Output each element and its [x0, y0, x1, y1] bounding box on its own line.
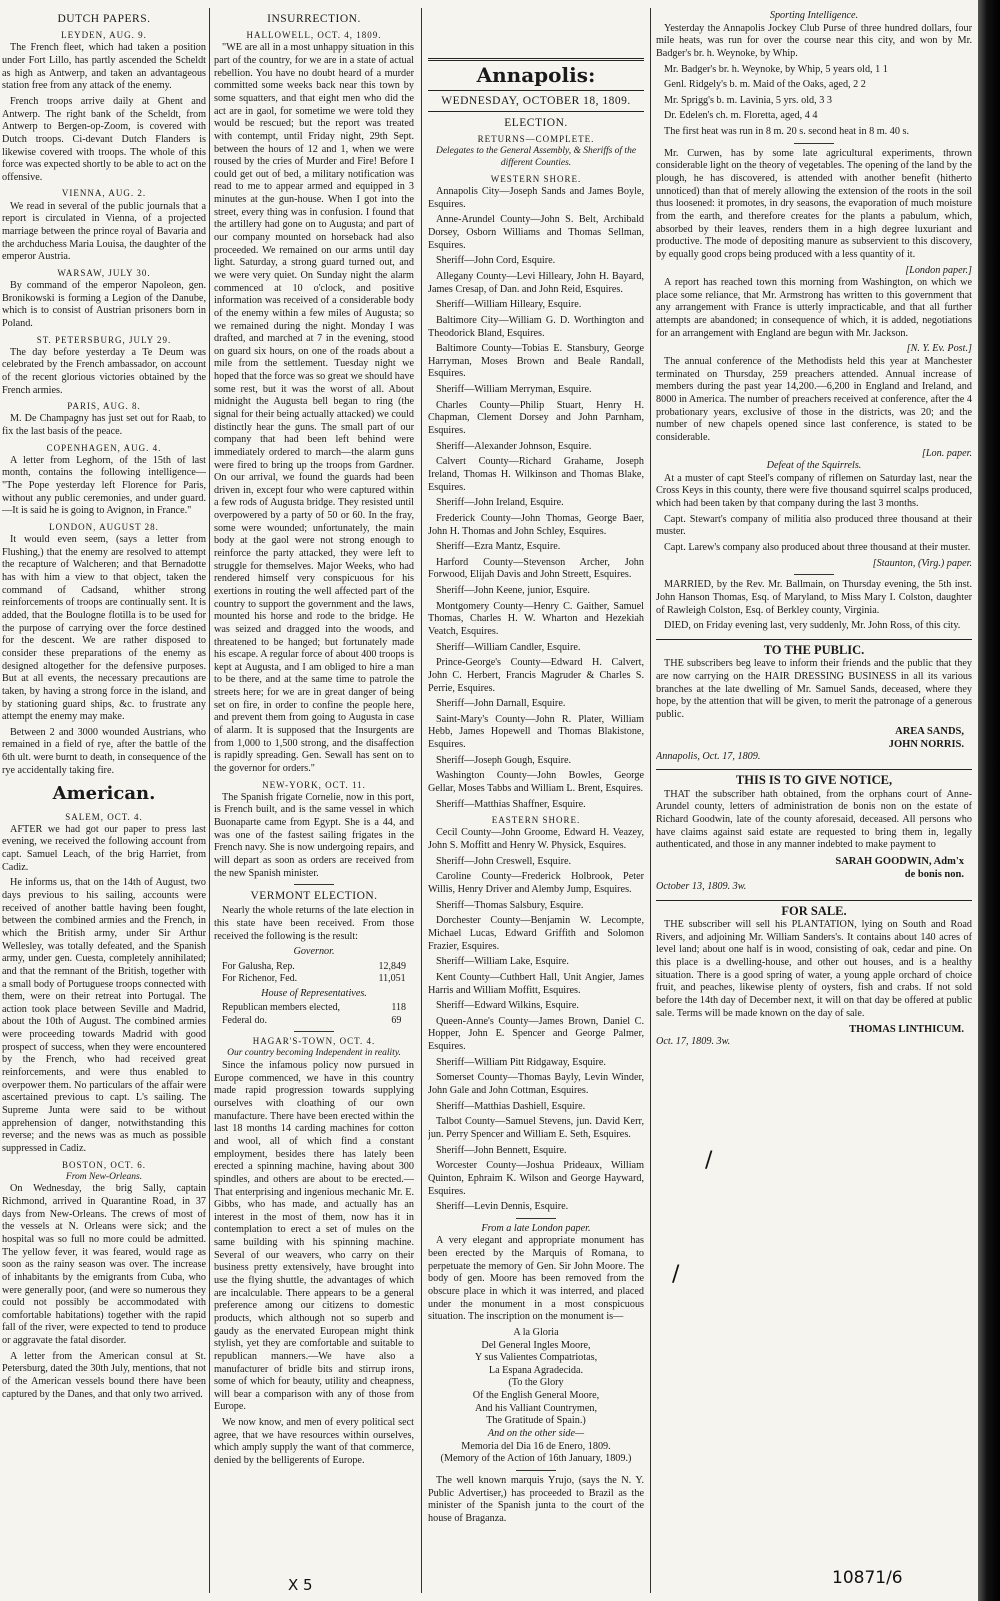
results-table	[222, 961, 406, 986]
source-note: [N. Y. Ev. Post.]	[906, 343, 972, 355]
list-item: Montgomery County—Henry C. Gaither, Samuel Thomas, Charles H. W. Wharton and Hezekiah Veatch, Esquires.	[428, 600, 644, 637]
list-item: Sheriff—William Merryman, Esquire.	[436, 384, 592, 396]
list-item: Sheriff—William Lake, Esquire.	[436, 956, 569, 968]
region-heading: WESTERN SHORE.	[490, 173, 582, 184]
divider	[516, 1218, 556, 1219]
dateline: PARIS, AUG. 8.	[67, 401, 141, 412]
issue-date: WEDNESDAY, OCTOBER 18, 1809.	[428, 91, 644, 112]
article-paragraph: The annual conference of the Methodists held this year at Manchester terminated on Thursday, 259 preachers attended. Annual increase of members during the past year 14,200.—6,200 in England and Ireland, and 8000 in America. The number of preachers received at conference, after the 4 probationary years, exclusive of those in the districts, was 20; and the number of new chapels opened since last conference, is stated to be considerable.	[656, 356, 972, 443]
list-item: Mr. Badger's br. h. Weynoke, by Whip, 5 years old, 1 1	[664, 63, 888, 75]
article-paragraph: Yesterday the Annapolis Jockey Club Purse of three hundred dollars, four mile heats, was run for over the course near this city, and won by Mr. Badger's br. h. Weynoke, by Whip.	[656, 22, 972, 59]
article-paragraph: The first heat was run in 8 m. 20 s. second heat in 8 m. 40 s.	[664, 126, 910, 138]
source-note: [London paper.]	[905, 264, 972, 276]
list-item: Prince-George's County—Edward H. Calvert, John C. Herbert, Francis Magruder & Charles S. Perrie, Esquires.	[428, 657, 644, 694]
list-item: Harford County—Stevenson Archer, John Forwood, Elijah Davis and John Streett, Esquires.	[428, 556, 644, 581]
article-paragraph: On Wednesday, the brig Sally, captain Richmond, arrived in Quarantine Road, in 37 days from New-Orleans. The crews of most of the vessels at N. Orleans were sick; and the hospital was so full no more could be admitted. The yellow fever, it was feared, would rage as soon as the rainy season was over. The increase of inhabitants by the emigrants from Cuba, who were generally poor, (and were so numerous they could not possibly be accommodated with comfortable habitations) together with the rapid fall of the river, were expected to tend to produce or aggravate the fatal disorder.	[2, 1183, 206, 1347]
inscription	[428, 1327, 644, 1466]
advertisement-text: THAT the subscriber hath obtained, from the orphans court of Anne-Arundel county, letters of administration de bonis non on the estate of Richard Goodwin, late of the county aforesaid, deceased. All persons who have claims against said estate are requested to bring them in, legally authenticated, and those in any manner indebted to make payment to	[656, 788, 972, 851]
column-rule	[421, 8, 422, 1593]
article-paragraph: Between 2 and 3000 wounded Austrians, who remained in a field of rye, after the battle of the 6th ult. were burnt to death, in consequence of the rye accidentally taking fire.	[2, 726, 206, 776]
dateline: ST. PETERSBURG, JULY 29.	[36, 334, 172, 345]
list-item: Sheriff—Levin Dennis, Esquire.	[436, 1201, 569, 1213]
advertisement-text: THE subscribers beg leave to inform their friends and the public that they are now carrying on the HAIR DRESSING BUSINESS in all its various branches at the late dwelling of Mr. Samuel Sands, deceased, where they hope, by the attention that will be given, to merit the patronage of a generous public.	[656, 658, 972, 720]
section-heading: ELECTION.	[504, 117, 568, 130]
list-item: Sheriff—William Pitt Ridgaway, Esquire.	[436, 1056, 606, 1068]
column-1	[2, 10, 206, 1590]
table-cell: 11,051	[378, 973, 406, 985]
list-item: Annapolis City—Joseph Sands and James Boyle, Esquires.	[428, 186, 644, 210]
list-item: Baltimore City—William G. D. Worthington and Theodorick Bland, Esquires.	[428, 314, 644, 339]
western-shore-list	[428, 186, 644, 811]
list-item: Anne-Arundel County—John S. Belt, Archibald Dorsey, Osborn Williams and Thomas Sellman, Esquires.	[428, 214, 644, 251]
list-item: Frederick County—John Thomas, George Baer, John H. Thomas and John Schley, Esquires.	[428, 512, 644, 537]
article-paragraph: It would even seem, (says a letter from Flushing,) that the enemy are resolved to attempt the recapture of Walcheren; and that Bernadotte has with him a view to that object, taken the command of Cadsand, whither strong reinforcements of troops are continually sent. It is added, that the Boulogne flotilla is to be used for the purpose of carrying over the force destined for the descent. We are rather disposed to consider these preparations of the enemy as designed altogether for the defensive purposes. But at all events, the necessary precautions are taken, by having a strong force in the island, and by stationing guard ships, &c. to frustrate any attempt the enemy may make.	[2, 534, 206, 723]
list-item: Saint-Mary's County—John R. Plater, William Hebb, James Hopewell and Thomas Blakistone, Esquires.	[428, 713, 644, 751]
inscription-line: And on the other side—	[487, 1428, 585, 1440]
handwritten-mark: /	[705, 1148, 713, 1173]
section-heading: VERMONT ELECTION.	[250, 890, 378, 903]
article-paragraph: The day before yesterday a Te Deum was celebrated by the French ambassador, on account of the recent glorious victories obtained by the French armies.	[2, 346, 206, 396]
divider	[516, 1470, 556, 1471]
article-paragraph: Capt. Stewart's company of militia also produced three thousand at their muster.	[656, 513, 972, 538]
article-paragraph: At a muster of capt Steel's company of riflemen on Saturday last, near the Cross Keys in this county, there were five thousand squirrel scalps produced, which had been taken by that company during the last 3 months.	[656, 472, 972, 510]
article-paragraph: Mr. Curwen, has by some late agricultural experiments, thrown considerable light on the theory of vegetables. The opening of the land by the plough, he has discovered, is attended with another benefit (hitherto unnoticed) than that of merely allowing the extension of the roots in the soil thus loosened: it promotes, in dry seasons, the evaporation of much moisture from the earth, and therefore creates for the plants a pabulum, which, absorbed by their leaves, renders them in a high degree luxuriant and productive. The mode of depositing manure as subservient to this discovery, by equally good crops being produced with a less quantity of it.	[656, 147, 972, 260]
table-caption: House of Representatives.	[261, 987, 367, 999]
list-item: Dr. Edelen's ch. m. Floretta, aged, 4 4	[664, 110, 818, 122]
subheading: Defeat of the Squirrels.	[766, 460, 862, 472]
handwritten-mark: X 5	[288, 1576, 313, 1594]
masthead: Annapolis:	[428, 58, 644, 91]
subheading: Our country becoming Independent in reality.	[227, 1048, 401, 1059]
table-cell: 12,849	[378, 961, 406, 973]
article-paragraph: We read in several of the public journals that a report is circulated in Vienna, of a projected marriage between the prince royal of Bavaria and the archduchess Maria Louisa, the daughter of the emperor Austria.	[2, 200, 206, 263]
marriage-notice: MARRIED, by the Rev. Mr. Ballmain, on Thursday evening, the 5th inst. John Hanson Thomas, Esq. of Maryland, to Miss Mary I. Colston, daughter of Rawleigh Colston, Esq. of Berkley county, Virginia.	[656, 579, 972, 616]
dateline: VIENNA, AUG. 2.	[61, 188, 147, 199]
column-4	[656, 10, 972, 1590]
article-paragraph: By command of the emperor Napoleon, gen. Bronikowski is forming a Legion of the Danube, which is to consist of Austrian prisoners born in Poland.	[2, 279, 206, 329]
list-item: Somerset County—Thomas Bayly, Levin Winder, John Gale and John Cottman, Esquires.	[428, 1072, 644, 1097]
ad-date: October 13, 1809. 3w.	[656, 880, 747, 892]
table-cell: 118	[391, 1002, 406, 1014]
column-2	[214, 10, 414, 1590]
article-paragraph: French troops arrive daily at Ghent and Antwerp. The right bank of the Scheldt, from Antwerp to Bergen-op-Zoom, is covered with Dutch troops. Ci-devant Dutch Flanders is likewise covered with troops. The whole of this force was expected shortly to be able to act on the offensive.	[2, 95, 206, 183]
source-note: [Lon. paper.	[921, 447, 972, 459]
list-item: Sheriff—John Darnall, Esquire.	[436, 698, 566, 710]
divider	[794, 143, 834, 144]
signature: de bonis non.	[904, 868, 964, 880]
article-paragraph: Nearly the whole returns of the late election in this state have been received. From those received the following is the result:	[214, 905, 414, 942]
list-item: Sheriff—Thomas Salsbury, Esquire.	[436, 899, 584, 911]
dateline: HALLOWELL, OCT. 4, 1809.	[246, 30, 382, 41]
list-item: Kent County—Cuthbert Hall, Unit Angier, James Harris and William Moffitt, Esquires.	[428, 971, 644, 996]
list-item: Talbot County—Samuel Stevens, jun. David Kerr, jun. Perry Spencer and William E. Seth, Esquires.	[428, 1116, 644, 1140]
list-item: Sheriff—Edward Wilkins, Esquire.	[436, 1000, 579, 1012]
article-paragraph: The well known marquis Yrujo, (says the N. Y. Public Advertiser,) has proceeded to Brazil as the minister of the Spanish junta to the court of the house of Braganza.	[428, 1474, 644, 1524]
list-item: Worcester County—Joshua Prideaux, William Quinton, Ephraim K. Wilson and George Hayward, Esquires.	[428, 1160, 644, 1197]
inscription-line: A la Gloria	[513, 1326, 559, 1338]
divider	[794, 574, 834, 575]
article-paragraph: M. De Champagny has just set out for Raab, to fix the last basis of the peace.	[2, 413, 206, 438]
inscription-line: La Espana Agradecida.	[488, 1364, 584, 1376]
eastern-shore-list	[428, 827, 644, 1213]
advertisement-heading: TO THE PUBLIC.	[656, 639, 972, 659]
list-item: Sheriff—Alexander Johnson, Esquire.	[436, 440, 592, 452]
article-paragraph: A letter from the American consul at St. Petersburg, dated the 30th July, mentions, that not of the American vessels bound there have been captured by the Danes, and that only two arrived.	[2, 1350, 206, 1400]
signature: JOHN NORRIS.	[888, 738, 964, 750]
article-paragraph: The French fleet, which had taken a position under Fort Lillo, has partly ascended the Scheldt as high as Antwerp, and taken an advantageous station free from any attack of the enemy.	[2, 42, 206, 92]
dateline: SALEM, OCT. 4.	[65, 811, 143, 822]
section-heading-american: American.	[52, 783, 156, 805]
list-item: Genl. Ridgely's b. m. Maid of the Oaks, aged, 2 2	[664, 79, 866, 91]
list-item: Sheriff—Joseph Gough, Esquire.	[436, 754, 572, 766]
dateline: LONDON, AUGUST 28.	[49, 522, 159, 533]
signature: SARAH GOODWIN, Adm'x	[835, 855, 964, 867]
advertisement-heading: THIS IS TO GIVE NOTICE,	[656, 769, 972, 789]
list-item: Cecil County—John Groome, Edward H. Veazey, John S. Moffitt and Henry W. Physick, Esquires.	[428, 827, 644, 852]
list-item: Dorchester County—Benjamin W. Lecompte, Michael Lucas, Edward Griffith and Solomon Frazier, Esquires.	[428, 915, 644, 952]
list-item: Sheriff—Matthias Dashiell, Esquire.	[436, 1100, 586, 1112]
dateline: BOSTON, OCT. 6.	[62, 1159, 146, 1170]
advertisement-text: THE subscriber will sell his PLANTATION, lying on South and Road Rivers, and adjoining Mr. William Sanders's. It contains about 140 acres of level land; about one half is in wood, consisting of oak, cedar and pine. On this place is a dwelling-house, and other out houses, and is a healthy situation. There is a good spring of water, a young apple orchard of choice fruit, and peaches, likewise plenty of oysters, fish and crabs. If not sold before the 14th day of December next, it will on that day be offered at public sale. Terms will be made known on the day of sale.	[656, 919, 972, 1019]
article-paragraph: Since the infamous policy now pursued in Europe commenced, we have in this country made rapid progression towards supplying ourselves with cloathing of our own manufacture. There have been erected within the last 18 months 14 carding machines for cotton and wool, all of which find a constant employment, besides there has lately been erected a spinning machine, having about 300 spindles, and others are about to be erected.—That enterprising and ingenious mechanic Mr. E. Gibbs, who has made, and actually has an interest in the most of them, now has it in contemplation to erect a set of mules on the same building with his spinning machine. Several of our weavers, who carry on their business pretty extensively, have brought into use the flying shuttle, the advantages of which are incalculable. There appears to be a general preference among our citizens to domestic products, which although not so superb and gaudy as the enervated European might think stylish, yet they are comfortable and suitable to republican manners.—We have also a manufacturer of bridle bits and stirrup irons, some of which for beauty, utility and cheapness, will bear a comparison with any of those from Europe.	[214, 1060, 414, 1413]
subheading: RETURNS—COMPLETE.	[477, 134, 595, 145]
handwritten-mark: 10871/6	[832, 1568, 903, 1588]
section-heading: INSURRECTION.	[267, 13, 361, 25]
region-heading: EASTERN SHORE.	[491, 815, 581, 826]
book-binding-edge	[978, 0, 1000, 1601]
subheading: From New-Orleans.	[65, 1171, 143, 1182]
list-item: Mr. Sprigg's b. m. Lavinia, 5 yrs. old, 3 3	[664, 94, 832, 106]
article-paragraph: The Spanish frigate Cornelie, now in this port, is French built, and is the same vessel in which Buonaparte came from Egypt. She is a 44, and was one of the fastest sailing frigates in the French navy. She is now undergoing repairs, and will depart as soon as orders are received from the new Spanish minister.	[214, 791, 414, 879]
dateline: HAGAR'S-TOWN, OCT. 4.	[252, 1036, 376, 1047]
list-item: Sheriff—John Cord, Esquire.	[436, 255, 556, 267]
list-item: Calvert County—Richard Grahame, Joseph Ireland, Thomas H. Wilkinson and Thomas Blake, Esquires.	[428, 456, 644, 493]
list-item: Baltimore County—Tobias E. Stansbury, George Harryman, Moses Brown and Beale Randall, Esquires.	[428, 343, 644, 380]
list-item: Washington County—John Bowles, George Gellar, Moses Tabbs and William L. Brent, Esquires.	[428, 770, 644, 795]
ad-date: Annapolis, Oct. 17, 1809.	[656, 750, 761, 762]
dateline: LEYDEN, AUG. 9.	[61, 30, 147, 41]
list-item: Allegany County—Levi Hilleary, John H. Bayard, James Cresap, of Dan. and John Reid, Esquires.	[428, 270, 644, 295]
article-paragraph: A letter from Leghorn, of the 15th of last month, contains the following intelligence— "The Pope yesterday left Florence for Paris, without any public ceremonies, and under guard.—It is said he is going to Avignon, in France."	[2, 454, 206, 517]
inscription-line: Y sus Valientes Compatriotas,	[474, 1352, 598, 1364]
column-3	[428, 10, 644, 1590]
table-cell: Republican members elected,	[222, 1002, 341, 1014]
subheading: From a late London paper.	[481, 1222, 591, 1234]
race-results	[656, 64, 972, 124]
ad-date: Oct. 17, 1809. 3w.	[656, 1036, 731, 1048]
list-item: Caroline County—Frederick Holbrook, Peter Willis, Henry Driver and Alemby Jump, Esquires.	[428, 871, 644, 896]
handwritten-mark: /	[672, 1262, 680, 1287]
article-paragraph: We now know, and men of every political sect agree, that we have resources within ourselves, which amply supply the want of that commerce, denied by the belligerents of Europe.	[214, 1417, 414, 1466]
inscription-line: And his Valliant Countrymen,	[474, 1402, 598, 1414]
inscription-line: (To the Glory	[508, 1377, 564, 1389]
divider	[294, 1031, 334, 1032]
table-cell: For Richenor, Fed.	[222, 973, 298, 985]
dateline: NEW-YORK, OCT. 11.	[262, 779, 366, 790]
list-item: Queen-Anne's County—James Brown, Daniel C. Hopper, John E. Spencer and George Palmer, Esquires.	[428, 1015, 644, 1053]
list-item: Sheriff—John Bennett, Esquire.	[436, 1144, 567, 1156]
list-item: Sheriff—John Keene, junior, Esquire.	[436, 585, 590, 597]
table-cell: 69	[391, 1014, 402, 1026]
signature: THOMAS LINTHICUM.	[849, 1024, 964, 1036]
inscription-line: Del General Ingles Moore,	[481, 1339, 591, 1351]
list-item: Charles County—Philip Stuart, Henry H. Chapman, Clement Dorsey and John Parnham, Esquires.	[428, 399, 644, 437]
article-paragraph: A report has reached town this morning from Washington, on which we place some reliance, that Mr. Armstrong has written to this government that any arrangement with France is utterly impracticable, and that all further attempts are abandoned; in consequence of which, it is added, negotiations for an arrangement with England are begun with Mr. Jackson.	[656, 277, 972, 339]
article-paragraph: Capt. Larew's company also produced about three thousand at their muster.	[664, 541, 971, 553]
results-table	[222, 1002, 406, 1027]
article-paragraph: "WE are all in a most unhappy situation in this part of the country, for we are in a state of actual rebellion. You have no doubt heard of a murder committed some weeks back near this town by some squatters, and that eight men who did the act are in gaol, for sometime we were told they would be rescued; but the report was treated with contempt, until Friday night, 29th Sept. between the hours of 12 and 1, when we were roused by the cries of Murder and Fire! Before I could get out of bed, a military notification was read to me to appear armed and equipped in 3 minutes at the gun-house. When I got into the street, every thing was in confusion. I found that the artillery had gone on to Augusta; and part of our company mounted on horseback had also proceeded. We remained on our arms until day light. Saturday, a strong guard turned out, and we were very quiet. On Sunday night the alarm commenced at 10 o'clock, and positive information was received of a considerable body of the enemy within a few miles of Augusta; so we remained during the night. Monday I was drafted, and marched at 7 in the evening, stood on guard six hours, on one of the roads about a mile from the settlement. Tuesday night we hoped that the force was so great we should have some rest, but it was the worst of all. About midnight the Augusta bell began to ring (the signal for their being actually attacked) we could distinctly hear the guns. The small part of our company that had been left behind were immediately ordered to march—the alarm guns were fired to bring up the troops from Gardner. On our arrival, we found the guards had been driven in, except four who were captured within a few rods of Augusta bridge. They resisted until overpowered by a party of 50 or 60. In the fray, some were wounded; unfortunately, the main body at the gaol were not strong enough to reinforce the party attacked, they were left to struggle for themselves. Major Weeks, who had rendered himself very conspicuous for his exertions in routing the well affected part of the country to support the government and the laws, mounted his horse and rode to the bridge. He was seized and dragged into the woods, and threatened to be hanged; but fortunately made his escape. A regular force of about 400 troops is kept at Augusta, and I am obliged to hire a man to be there, and at the same time to patrole the streets here; for we are in great danger of being set on fire, in order to confine the people here, and prevent them from going to Augusta in case of alarm. It is supposed that the Insurgents are from 1,000 to 1,500 strong, and the disaffection is rapidly spreading. Gen. Sewall has sent on to the governor for orders."	[214, 42, 414, 774]
article-paragraph: He informs us, that on the 14th of August, two days previous to his sailing, accounts were received of another battle having been fought, between the combined armies and the French, in which the British army, under Sir Arthur Wellesley, was totally defeated, and the Spanish army, under gen. Cuesta, completely annihilated; and that the remnant of the British, together with a small body of Portuguese troops connected with them, were on their retreat into Portugal. The action took place between Seville and Madrid, about the 10th of August. The combined armies were proceeding towards Madrid with good prospect of success, when they were encountered by the French, who had received great reinforcements, and were thus enabled to overpower them. No particulars of the affair were ascertained previous to capt. L's sailing. The Supreme Junta were said to be without apprehension of danger, notwithstanding this reverse; and the news was as much as possible suppressed in Cadiz.	[2, 877, 206, 1154]
list-item: Sheriff—Ezra Mantz, Esquire.	[436, 541, 561, 553]
divider	[294, 884, 334, 885]
list-item: Sheriff—William Hilleary, Esquire.	[436, 299, 582, 311]
article-paragraph: AFTER we had got our paper to press last evening, we received the following account from capt. Samuel Leach, of the brig Harriet, from Cadiz.	[2, 823, 206, 873]
inscription-line: (Memory of the Action of 16th January, 1809.)	[440, 1453, 632, 1465]
column-rule	[650, 8, 651, 1593]
death-notice: DIED, on Friday evening last, very suddenly, Mr. John Ross, of this city.	[664, 620, 961, 632]
article-paragraph: A very elegant and appropriate monument has been erected by the Marquis of Romana, to perpetuate the memory of Gen. Sir John Moore. The body of gen. Moore has been removed from the obscure place in which it was interred, and placed under the monument in a most conspicuous situation. The inscription on the monument is—	[428, 1235, 644, 1323]
table-cell: For Galusha, Rep.	[222, 961, 295, 973]
advertisement-heading: FOR SALE.	[656, 900, 972, 920]
section-heading: Sporting Intelligence.	[769, 10, 859, 21]
dateline: COPENHAGEN, AUG. 4.	[46, 442, 162, 453]
inscription-line: The Gratitude of Spain.)	[486, 1415, 586, 1427]
inscription-line: Of the English General Moore,	[472, 1390, 600, 1402]
list-item: Sheriff—William Candler, Esquire.	[436, 641, 581, 653]
inscription-line: Memoria del Dia 16 de Enero, 1809.	[461, 1440, 611, 1452]
list-item: Sheriff—John Creswell, Esquire.	[436, 855, 572, 867]
dateline: WARSAW, JULY 30.	[57, 267, 151, 278]
list-item: Sheriff—Matthias Shaffner, Esquire.	[436, 798, 586, 810]
column-rule	[209, 8, 210, 1593]
subheading: Delegates to the General Assembly, & Sheriffs of the different Counties.	[435, 146, 637, 169]
table-caption: Governor.	[293, 946, 335, 958]
signature: AREA SANDS,	[895, 725, 964, 737]
table-cell: Federal do.	[222, 1014, 267, 1026]
list-item: Sheriff—John Ireland, Esquire.	[436, 497, 564, 509]
source-note: [Staunton, (Virg.) paper.	[872, 557, 972, 569]
section-heading: DUTCH PAPERS.	[57, 13, 151, 25]
